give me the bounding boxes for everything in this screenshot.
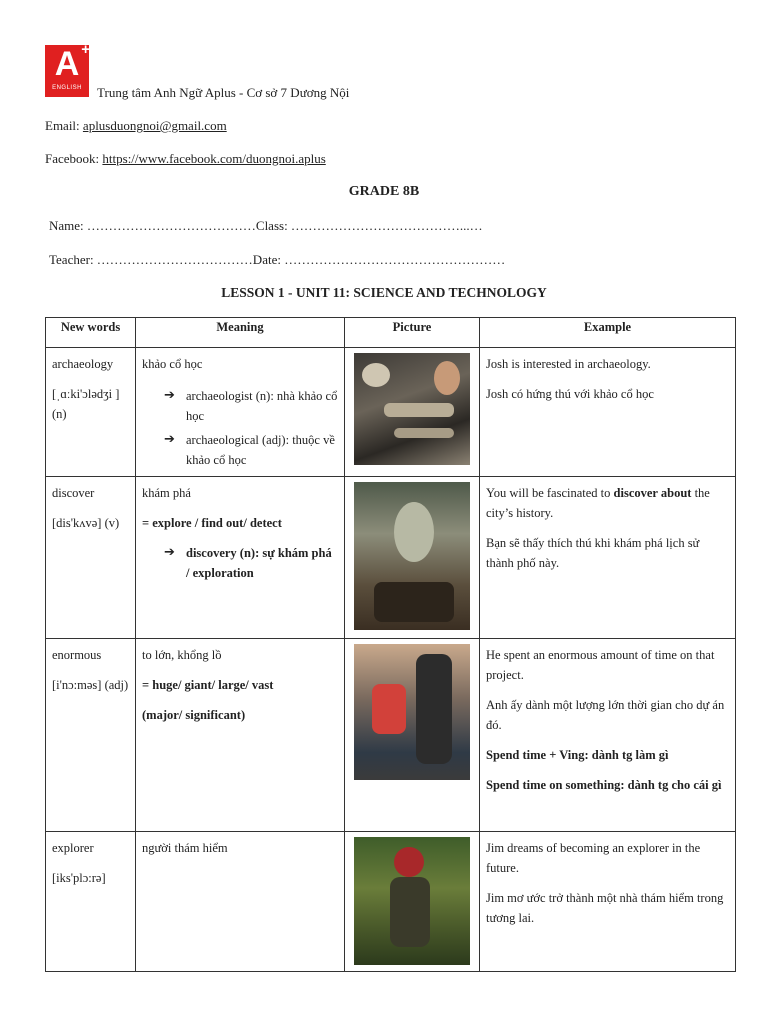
header-example: Example (480, 318, 736, 348)
word-cell (46, 832, 136, 972)
vocabulary-table (45, 317, 736, 972)
ipa: [i'nɔ:məs] (adj) (52, 678, 129, 692)
teacher-date-line: Teacher: ………………………………Date: …………………………………………… (49, 252, 506, 267)
logo-subtitle: ENGLISH (52, 85, 82, 91)
arrow-right-icon: ➔ (164, 432, 175, 447)
facebook-link[interactable]: https://www.facebook.com/duongnoi.aplus (102, 151, 326, 166)
example-en: He spent an enormous amount of time on that project. (486, 648, 715, 682)
email-line (45, 118, 227, 134)
header-meaning: Meaning (136, 318, 345, 348)
logo-letter: A (54, 45, 80, 83)
example-vi: Anh ấy dành một lượng lớn thời gian cho dự án đó. (486, 698, 725, 732)
picture-cell (345, 832, 480, 972)
ipa: [dis'kʌvə] (v) (52, 516, 120, 530)
picture-cell (345, 348, 480, 477)
cave-photo (354, 482, 470, 630)
synonyms-extra: (major/ significant) (142, 708, 246, 722)
meaning: khám phá (142, 486, 191, 500)
email-link[interactable]: aplusduongnoi@gmail.com (82, 118, 227, 133)
ipa: [iks'plɔ:rə] (52, 871, 106, 885)
bullet-text: archaeologist (n): nhà khảo cổ học (186, 389, 338, 423)
synonyms: = explore / find out/ detect (142, 516, 282, 530)
example-en: Jim dreams of becoming an explorer in the future. (486, 841, 701, 875)
arrow-right-icon: ➔ (164, 545, 175, 560)
example-cell (480, 477, 736, 639)
table-row (46, 832, 736, 972)
synonyms: = huge/ giant/ large/ vast (142, 678, 274, 692)
bullet-text: discovery (n): sự khám phá / exploration (186, 546, 332, 580)
meaning-cell (136, 477, 345, 639)
example-en: Josh is interested in archaeology. (486, 357, 651, 371)
example-cell (480, 639, 736, 832)
bullet-text: archaeological (adj): thuộc về khảo cổ học (186, 433, 335, 467)
meaning: to lớn, khổng lồ (142, 648, 222, 662)
grammar-note: Spend time on something: dành tg cho cái gì (486, 778, 722, 792)
word: discover (52, 486, 95, 500)
example-text: You will be fascinated to (486, 486, 614, 500)
picture-cell (345, 477, 480, 639)
example-cell (480, 832, 736, 972)
word: archaeology (52, 357, 114, 371)
example-vi: Jim mơ ước trở thành một nhà thám hiểm trong tương lai. (486, 891, 724, 925)
meaning: khảo cổ học (142, 357, 203, 371)
example-highlight: discover about (613, 486, 692, 500)
table-header-row (46, 318, 736, 348)
meaning-cell (136, 348, 345, 477)
meaning-cell (136, 832, 345, 972)
meaning-cell (136, 639, 345, 832)
example-vi: Bạn sẽ thấy thích thú khi khám phá lịch sử thành phố này. (486, 536, 700, 570)
archaeology-photo (354, 353, 470, 465)
example-vi: Josh có hứng thú với khảo cổ học (486, 387, 654, 401)
picture-cell (345, 639, 480, 832)
meaning: người thám hiểm (142, 841, 228, 855)
logo-plus: + (81, 41, 90, 58)
word: enormous (52, 648, 102, 662)
arrow-right-icon: ➔ (164, 388, 175, 403)
facebook-label: Facebook: (45, 151, 103, 166)
center-name: Trung tâm Anh Ngữ Aplus - Cơ sở 7 Dương Nội (97, 85, 350, 100)
tall-man-photo (354, 644, 470, 780)
list-item (164, 430, 338, 470)
word: explorer (52, 841, 94, 855)
list-item (164, 386, 338, 426)
example-text: the city’s history. (486, 486, 710, 520)
lesson-title: LESSON 1 - UNIT 11: SCIENCE AND TECHNOLOGY (221, 285, 547, 300)
header-picture: Picture (345, 318, 480, 348)
facebook-line (45, 151, 326, 167)
example-cell (480, 348, 736, 477)
table-row (46, 348, 736, 477)
email-label: Email: (45, 118, 83, 133)
grammar-note: Spend time + Ving: dành tg làm gì (486, 748, 669, 762)
header-new-words: New words (46, 318, 136, 348)
table-row (46, 477, 736, 639)
list-item (164, 543, 338, 583)
explorer-photo (354, 837, 470, 965)
word-cell (46, 348, 136, 477)
word-cell (46, 639, 136, 832)
table-row (46, 639, 736, 832)
aplus-logo (45, 41, 90, 97)
name-class-line: Name: …………………………………Class: …………………………………...… (49, 218, 483, 233)
ipa: [ˌɑːki'ɔlədʒi ] (n) (52, 387, 120, 421)
example-en (486, 483, 729, 523)
word-cell (46, 477, 136, 639)
grade-title: GRADE 8B (348, 184, 420, 199)
